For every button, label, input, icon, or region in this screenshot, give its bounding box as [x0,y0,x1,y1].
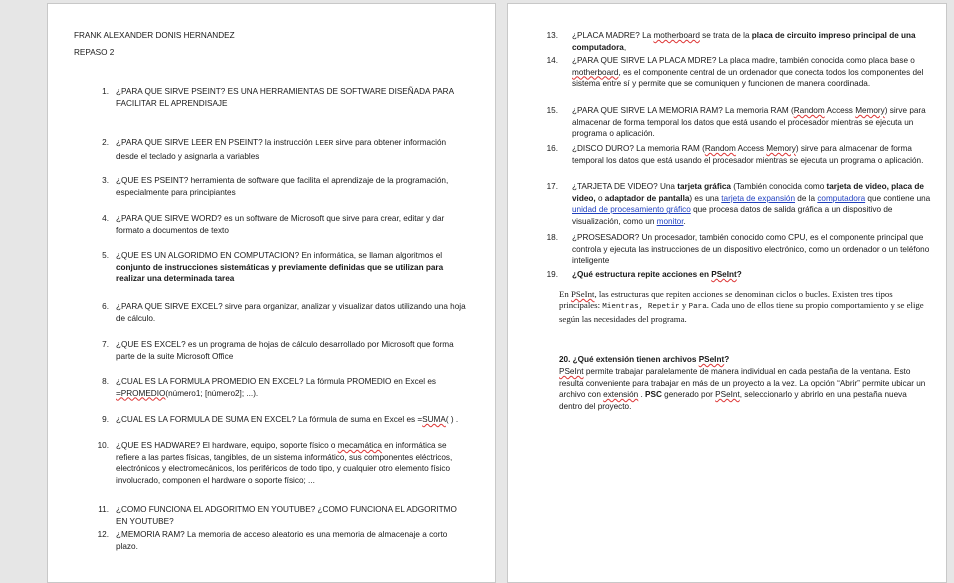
list-item: ¿PARA QUE SIRVE LEER EN PSEINT? la instrucción LEER sirve para obtener información desde el teclado y asignarla a variables [116,138,447,161]
document-page-right [507,3,947,583]
list-number: 1. [102,87,109,96]
list-number: 15. [546,106,558,115]
list-number: 3. [102,176,109,185]
list-number: 14. [546,56,558,65]
list-item: 20. ¿Qué extensión tienen archivos PSeInt? [559,355,730,364]
list-item: ¿PLACA MADRE? La motherboard se trata de la placa de circuito impreso principal de una computadora, [572,31,916,52]
list-item: ¿CUAL ES LA FORMULA PROMEDIO EN EXCEL? La fórmula PROMEDIO en Excel es =PROMEDIO(número1; [número2]; ...). [116,377,437,398]
list-item: ¿QUE ES UN ALGORIDMO EN COMPUTACION? En informática, se llaman algoritmos el conjunto de instrucciones sistemáticas y previamente definidas que se utilizan para realizar una determinada tarea [116,251,444,284]
list-item: ¿MEMORIA RAM? La memoria de acceso aleatorio es una memoria de almacenaje a corto plazo. [116,530,448,551]
list-number: 8. [102,377,109,386]
list-item: ¿PARA QUE SIRVE EXCEL? sirve para organizar, analizar y visualizar datos utilizando una hoja de cálculo. [116,302,466,323]
link-computadora[interactable]: computadora [817,193,866,203]
list-item: ¿PARA QUE SIRVE LA MEMORIA RAM? La memoria RAM (Random Access Memory) sirve para almacenar de forma temporal los datos que está usando el procesador mientras se ejecuta un programa o aplicación. [572,106,926,139]
document-page-left [47,3,496,583]
list-number: 10. [97,441,109,450]
list-number: 7. [102,340,109,349]
list-item: ¿DISCO DURO? La memoria RAM (Random Access Memory) sirve para almacenar de forma temporal los datos que está usando el procesador mientras se ejecuta un programa o aplicación. [572,144,924,165]
link-monitor[interactable]: monitor [656,216,684,226]
list-number: 4. [102,214,109,223]
list-item: ¿QUE ES EXCEL? es un programa de hojas de cálculo desarrollado por Microsoft que forma parte de la suite Microsoft Office [116,340,454,361]
list-item: ¿TARJETA DE VIDEO? Una tarjeta gráfica (También conocida como tarjeta de video, placa de video, o adaptador de pantalla) es una tarjeta de expansión de la computadora que contiene una unidad de procesamiento gráfico que procesa datos de salida gráfica a un dispositivo de visualización, como un monitor. [572,182,931,226]
list-item: ¿QUE ES HADWARE? El hardware, equipo, soporte físico o mecamática en informática se refiere a las partes físicas, tangibles, de un sistema informático, sus componentes eléctricos, electrónicos y electromecánicos, los periféricos de todo tipo, y cualquier otro elemento físico involucrado, componen el hardware o soporte físico; ... [116,441,453,485]
list-number: 12. [97,530,109,539]
list-item: ¿PARA QUE SIRVE LA PLACA MDRE? La placa madre, también conocida como placa base o motherboard, es el componente central de un ordenador que conecta todos los componentes del sistema entre sí y permite que se comuniquen y funcionen de manera coordinada. [572,56,924,89]
list-number: 18. [546,233,558,242]
list-number: 19. [546,270,558,279]
answer-paragraph-19: En PSeInt, las estructuras que repiten acciones se denominan ciclos o bucles. Existen tres tipos principales: Mientras, Repetir y Para. Cada uno de ellos tiene su propio comportamiento y se elige según las necesidades del programa. [559,289,924,324]
list-number: 17. [546,182,558,191]
list-number: 16. [546,144,558,153]
list-number: 2. [102,138,109,147]
list-item: ¿CUAL ES LA FORMULA DE SUMA EN EXCEL? La fórmula de suma en Excel es =SUMA( ) . [116,415,459,424]
list-item: ¿PARA QUE SIRVE PSEINT? ES UNA HERRAMIENTAS DE SOFTWARE DISEÑADA PARA FACILITAR EL APRENDISAJE [116,87,454,108]
link-unidad-procesamiento[interactable]: unidad de procesamiento gráfico [572,205,691,215]
list-item: ¿PARA QUE SIRVE WORD? es un software de Microsoft que sirve para crear, editar y dar formato a documentos de texto [116,214,445,235]
list-number: 6. [102,302,109,311]
answer-paragraph-20: PSeInt permite trabajar paralelamente de manera individual en cada pestaña de la ventana. Esto resulta conveniente para trabajar en más de un proyecto a la vez. La opción “Abrir” permite ubicar un archivo con extensión . PSC generado por PSeInt, seleccionarlo y abrirlo en una pestaña nueva dentro del proyecto. [559,367,926,411]
document-subtitle: REPASO 2 [74,48,115,57]
list-item: ¿PROSESADOR? Un procesador, también conocido como CPU, es el componente principal que controla y ejecuta las instrucciones de un dispositivo electrónico, como un ordenador o un teléfono inteligente [572,233,930,266]
list-number: 13. [546,31,558,40]
author-name: FRANK ALEXANDER DONIS HERNANDEZ [74,31,235,40]
list-number: 11. [98,505,109,514]
list-number: 9. [102,415,109,424]
list-item: ¿QUE ES PSEINT? herramienta de software que facilita el aprendizaje de la programación, especialmente para principiantes [116,176,449,197]
link-tarjeta-expansion[interactable]: tarjeta de expansión [721,193,796,203]
list-number: 5. [102,251,109,260]
list-item: ¿Qué estructura repite acciones en PSeInt? [572,270,742,279]
list-item: ¿COMO FUNCIONA EL ADGORITMO EN YOUTUBE? ¿COMO FUNCIONA EL ADGORITMO EN YOUTUBE? [116,505,457,526]
